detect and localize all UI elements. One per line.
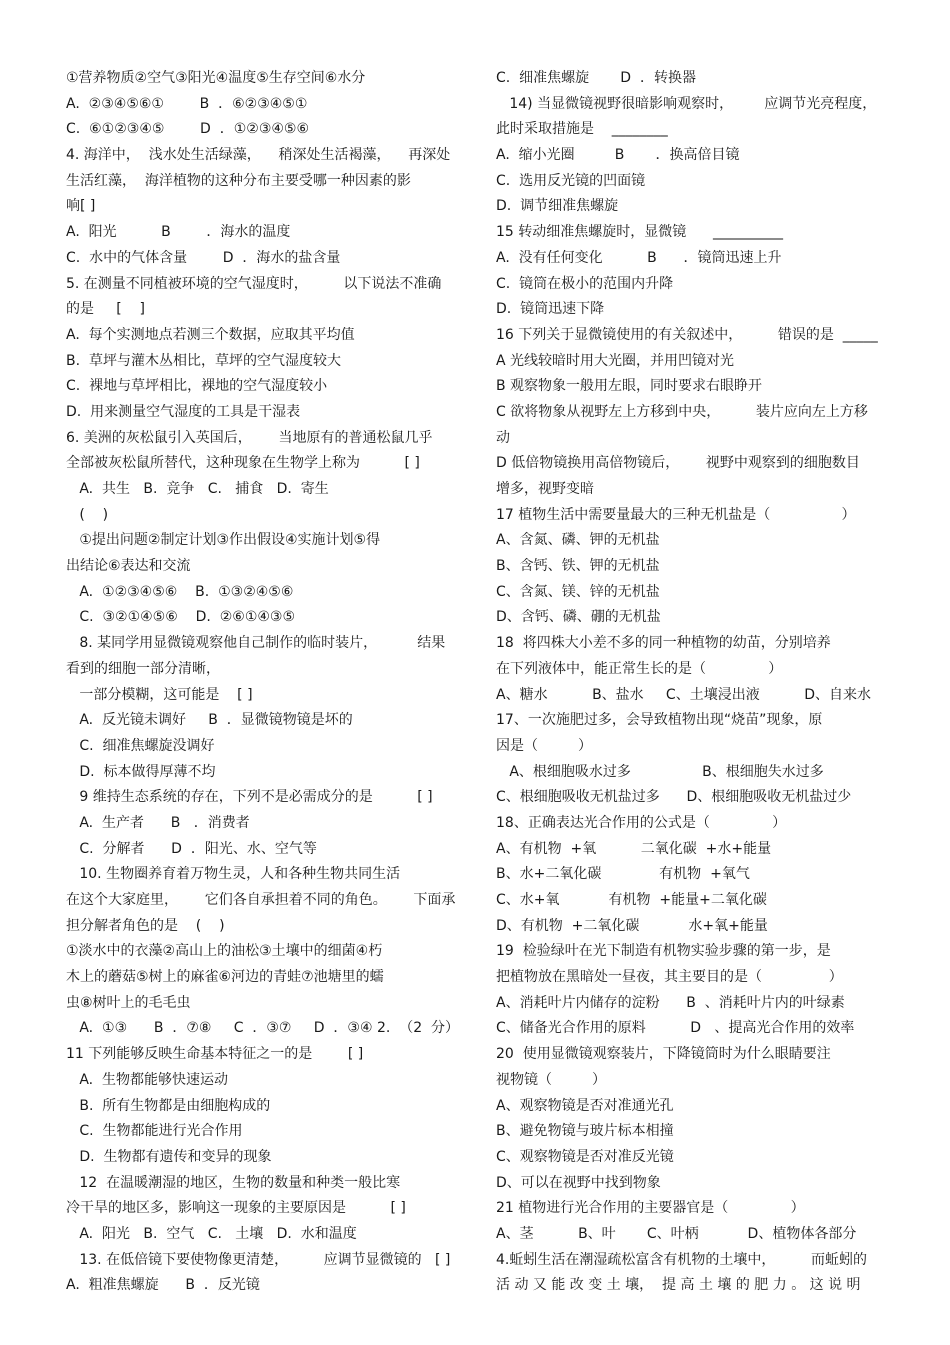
- left-column-text-line: 10. 生物圈养育着万物生灵，人和各种生物共同生活: [66, 866, 401, 883]
- left-column-text-line: C. 生物都能进行光合作用: [66, 1123, 243, 1140]
- left-column-text-line: ( ): [66, 506, 109, 523]
- left-column-text-line: A. 粗准焦螺旋 B ．反光镜: [66, 1277, 260, 1294]
- right-column-text-line: A、消耗叶片内储存的淀粉 B 、消耗叶片内的叶绿素: [496, 994, 845, 1011]
- left-column-text-line: 担分解者角色的是 ( ): [66, 917, 225, 934]
- left-column-text-line: C. 分解者 D ．阳光、水、空气等: [66, 840, 317, 857]
- right-column-text-line: B、含钙、铁、钾的无机盐: [496, 558, 660, 575]
- left-column-text-line: ①提出问题②制定计划③作出假设④实施计划⑤得: [66, 532, 381, 549]
- left-column-text-line: C. 裸地与草坪相比，裸地的空气湿度较小: [66, 378, 328, 395]
- left-column-text-line: A. ②③④⑤⑥① B ．⑥②③④⑤①: [66, 95, 308, 112]
- right-column-text-line: 活 动 又 能 改 变 土 壤， 提 高 土 壤 的 肥 力 。 这 说 明: [496, 1277, 861, 1294]
- left-column-text-line: A. 生产者 B ．消费者: [66, 814, 250, 831]
- right-column-text-line: D、可以在视野中找到物象: [496, 1174, 661, 1191]
- left-column-text-line: D. 生物都有遗传和变异的现象: [66, 1148, 272, 1165]
- right-column-text-line: A 光线较暗时用大光圈，并用凹镜对光: [496, 352, 735, 369]
- left-column-text-line: 5. 在测量不同植被环境的空气湿度时， 以下说法不准确: [66, 275, 442, 292]
- left-column-text-line: 12 在温暖潮湿的地区，生物的数量和种类一般比寒: [66, 1174, 401, 1191]
- right-column-text-line: A、糖水 B、盐水 C、土壤浸出液 D、自来水: [496, 686, 871, 703]
- right-column-text-line: 视物镜（ ）: [496, 1071, 607, 1088]
- left-column: [66, 66, 466, 1299]
- right-column-text-line: C 欲将物象从视野左上方移到中央， 装片应向左上方移: [496, 403, 868, 420]
- left-column-text-line: A. 每个实测地点若测三个数据，应取其平均值: [66, 326, 355, 343]
- right-column-text-line: C、根细胞吸收无机盐过多 D、根细胞吸收无机盐过少: [496, 789, 852, 806]
- right-column-text-line: B、避免物镜与玻片标本相撞: [496, 1123, 674, 1140]
- left-column-text-line: 生活红藻， 海洋植物的这种分布主要受哪一种因素的影: [66, 172, 411, 189]
- right-column-text-line: A. 没有任何变化 B ．镜筒迅速上升: [496, 249, 782, 266]
- left-column-text-line: 冷干旱的地区多，影响这一现象的主要原因是 [ ]: [66, 1200, 406, 1217]
- left-column-text-line: C. 细准焦螺旋没调好: [66, 737, 215, 754]
- right-column-text-line: C. 细准焦螺旋 D ．转换器: [496, 70, 696, 86]
- right-column-text-line: 16 下列关于显微镜使用的有关叙述中， 错误的是 _____: [496, 326, 878, 343]
- left-column-text-line: C. ③②①④⑤⑥ D. ②⑥①④③⑤: [66, 609, 296, 626]
- right-column-text-line: 在下列液体中，能正常生长的是（ ）: [496, 660, 783, 677]
- left-column-text-line: D. 用来测量空气湿度的工具是干湿表: [66, 403, 301, 420]
- right-column-text-line: 因是（ ）: [496, 737, 593, 754]
- left-column-text-line: 出结论⑥表达和交流: [66, 558, 191, 575]
- left-column-text-line: 全部被灰松鼠所替代，这种现象在生物学上称为 [ ]: [66, 455, 420, 472]
- right-column-text-line: 动: [496, 429, 510, 446]
- right-column: [496, 66, 896, 1299]
- right-column-text-line: A. 缩小光圈 B ．换高倍目镜: [496, 147, 740, 164]
- right-column-text-line: C、观察物镜是否对准反光镜: [496, 1148, 674, 1165]
- left-column-text-line: 8. 某同学用显微镜观察他自己制作的临时装片， 结果: [66, 635, 446, 652]
- left-column-text-line: 看到的细胞一部分清晰，: [66, 660, 220, 677]
- right-column-text-line: B、水+二氧化碳 有机物 +氧气: [496, 866, 750, 883]
- right-column-text-line: C、含氮、镁、锌的无机盐: [496, 583, 660, 600]
- right-column-text-line: 增多，视野变暗: [496, 481, 594, 497]
- left-column-text-line: B. 草坪与灌木丛相比，草坪的空气湿度较大: [66, 352, 341, 369]
- right-column-text-line: D 低倍物镜换用高倍物镜后， 视野中观察到的细胞数目: [496, 455, 860, 472]
- right-column-text-line: A、观察物镜是否对准通光孔: [496, 1097, 674, 1114]
- right-column-text-line: 4.蚯蚓生活在潮湿疏松富含有机物的土壤中， 而蚯蚓的: [496, 1251, 867, 1268]
- right-column-text-line: D、有机物 +二氧化碳 水+氧+能量: [496, 917, 768, 934]
- right-column-text-line: D. 调节细准焦螺旋: [496, 198, 619, 215]
- right-column-text-line: 18、正确表达光合作用的公式是（ ）: [496, 814, 787, 831]
- left-column-text-line: 木上的蘑菇⑤树上的麻雀⑥河边的青蛙⑦池塘里的蠕: [66, 969, 384, 986]
- left-column-text-line: A. 生物都能够快速运动: [66, 1071, 229, 1088]
- left-column-text-line: 一部分模糊，这可能是 [ ]: [66, 686, 253, 703]
- right-column-text-line: 14) 当显微镜视野很暗影响观察时， 应调节光亮程度，: [496, 95, 877, 112]
- right-column-text-line: D、含钙、磷、硼的无机盐: [496, 609, 661, 626]
- right-column-text-line: 20 使用显微镜观察装片，下降镜筒时为什么眼睛要注: [496, 1046, 831, 1063]
- right-column-text-line: C. 镜筒在极小的范围内升降: [496, 275, 674, 292]
- right-column-text-line: 此时采取措施是 ________: [496, 121, 668, 138]
- left-column-text-line: ①淡水中的衣藻②高山上的油松③土壤中的细菌④朽: [66, 943, 383, 960]
- right-column-text-line: 把植物放在黑暗处一昼夜，其主要目的是（ ）: [496, 969, 843, 986]
- left-column-text-line: D. 标本做得厚薄不均: [66, 763, 216, 780]
- left-column-text-line: 13. 在低倍镜下要使物像更清楚， 应调节显微镜的 [ ]: [66, 1251, 451, 1268]
- left-column-text-line: 4. 海洋中， 浅水处生活绿藻， 稍深处生活褐藻， 再深处: [66, 147, 451, 164]
- right-column-text-line: 18 将四株大小差不多的同一种植物的幼苗，分别培养: [496, 635, 831, 652]
- left-column-text-line: ①营养物质②空气③阳光④温度⑤生存空间⑥水分: [66, 70, 366, 86]
- right-column-text-line: C、水+氧 有机物 +能量+二氧化碳: [496, 892, 767, 908]
- right-column-text-line: 19 检验绿叶在光下制造有机物实验步骤的第一步，是: [496, 943, 831, 960]
- right-column-text-line: A、根细胞吸水过多 B、根细胞失水过多: [496, 763, 824, 780]
- right-column-text-line: 17、一次施肥过多，会导致植物出现“烧苗”现象，原: [496, 712, 823, 729]
- left-column-text-line: A. 反光镜未调好 B ．显微镜物镜是坏的: [66, 712, 353, 729]
- right-column-text-line: 15 转动细准焦螺旋时，显微镜 __________: [496, 224, 783, 241]
- right-column-text-line: 21 植物进行光合作用的主要器官是（ ）: [496, 1200, 805, 1217]
- right-column-text-line: B 观察物象一般用左眼，同时要求右眼睁开: [496, 378, 763, 395]
- right-column-text-line: D. 镜筒迅速下降: [496, 301, 605, 318]
- right-column-text-line: C. 选用反光镜的凹面镜: [496, 172, 646, 189]
- left-column-text-line: 11 下列能够反映生命基本特征之一的是 [ ]: [66, 1046, 364, 1063]
- left-column-text-line: 响[ ]: [66, 198, 96, 215]
- right-column-text-line: C、储备光合作用的原料 D 、提高光合作用的效率: [496, 1020, 855, 1037]
- left-column-text-line: 9 维持生态系统的存在，下列不是必需成分的是 [ ]: [66, 789, 433, 806]
- left-column-text-line: A. ①③ B ．⑦⑧ C ．③⑦ D ．③④ 2. （2 分）: [66, 1020, 460, 1037]
- left-column-text-line: 6. 美洲的灰松鼠引入英国后， 当地原有的普通松鼠几乎: [66, 429, 433, 446]
- right-column-text-line: A、茎 B、叶 C、叶柄 D、植物体各部分: [496, 1225, 857, 1242]
- left-column-text-line: 在这个大家庭里， 它们各自承担着不同的角色。 下面承: [66, 892, 456, 908]
- left-column-text-line: A. 阳光 B. 空气 C. 土壤 D. 水和温度: [66, 1225, 357, 1242]
- left-column-text-line: C. 水中的气体含量 D ．海水的盐含量: [66, 249, 341, 266]
- left-column-text-line: A. 共生 B. 竞争 C. 捕食 D. 寄生: [66, 481, 329, 497]
- left-column-text-line: B. 所有生物都是由细胞构成的: [66, 1097, 271, 1114]
- right-column-text-line: A、含氮、磷、钾的无机盐: [496, 532, 660, 549]
- left-column-text-line: 虫⑧树叶上的毛毛虫: [66, 994, 191, 1011]
- right-column-text-line: A、有机物 +氧 二氧化碳 +水+能量: [496, 840, 772, 857]
- left-column-text-line: C. ⑥①②③④⑤ D ．①②③④⑤⑥: [66, 121, 310, 138]
- left-column-text-line: A. 阳光 B ．海水的温度: [66, 224, 291, 241]
- left-column-text-line: A. ①②③④⑤⑥ B. ①③②④⑤⑥: [66, 583, 294, 600]
- left-column-text-line: 的是 [ ]: [66, 301, 145, 318]
- right-column-text-line: 17 植物生活中需要量最大的三种无机盐是（ ）: [496, 506, 856, 523]
